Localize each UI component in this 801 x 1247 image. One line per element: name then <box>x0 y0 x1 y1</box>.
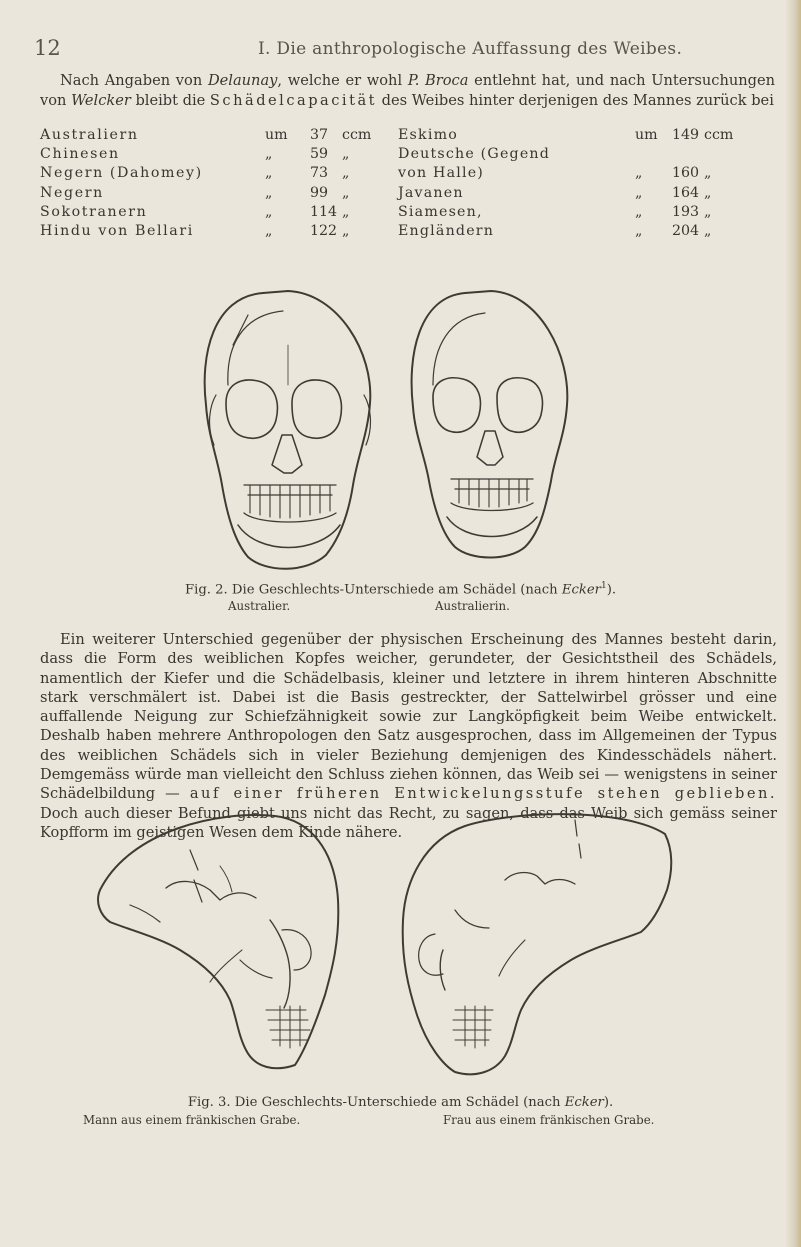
right-unit: „ <box>704 222 712 239</box>
right-value: 160 <box>672 165 700 182</box>
left-prefix: „ <box>265 203 273 220</box>
page-number: 12 <box>34 36 61 60</box>
right-unit: „ <box>704 165 712 182</box>
author-welcker: Welcker <box>71 91 131 109</box>
caption-text: ). <box>603 1095 614 1110</box>
spaced-term: Schädelcapacität <box>209 91 378 109</box>
table-row <box>40 164 775 183</box>
right-prefix: „ <box>635 165 643 182</box>
intro-paragraph <box>40 71 775 110</box>
footnote-mark: 1 <box>600 581 607 591</box>
left-prefix: „ <box>265 184 273 201</box>
figure-3-caption <box>0 1095 801 1110</box>
right-prefix: „ <box>635 184 643 201</box>
right-unit: „ <box>704 203 712 220</box>
caption-text: Fig. 2. Die Geschlechts-Unterschiede am Schädel (nach <box>184 582 562 598</box>
right-people: Eskimo <box>398 127 458 143</box>
left-unit: „ <box>342 222 350 239</box>
paragraph-text: Doch auch dieser Befund giebt uns nicht das Recht, zu sagen, dass das Weib sich gemäss seiner Kopfform im geistigen Wesen dem Kinde nähere. <box>40 804 777 841</box>
figure-2-illustration <box>188 285 588 577</box>
right-people: Engländern <box>398 222 495 239</box>
left-prefix: „ <box>265 146 273 163</box>
left-people: Negern (Dahomey) <box>40 165 203 182</box>
figure-2-label-right: Australierin. <box>435 599 510 613</box>
left-people: Negern <box>40 184 104 201</box>
intro-text: des Weibes hinter derjenigen des Mannes zurück bei <box>377 91 774 109</box>
paragraph-text: Ein weiterer Unterschied gegenüber der physischen Erscheinung des Mannes besteht darin, dass die Form des weiblichen Kopfes weicher, gerundeter, der Gesichtstheil des Schädels, namentlich der Kiefer und die Schädelbasis, kleiner und letztere in ihrem hinteren Abschnitte stark verschmälert ist. Dabei ist die Basis gestreckter, der Sattelwirbel grösser und eine auffallende Neigung zur Schiefzähnigkeit sowie zur Langköpfigkeit beim Weibe entwickelt. Deshalb haben mehrere Anthropologen den Satz ausgesprochen, dass im Allgemeinen der Typus des weiblichen Schädels sich in vieler Beziehung demjenigen des Kindesschädels nähert. Demgemäss würde man vielleicht den Schluss ziehen können, das Weib sei — wenigstens in seiner Schädelbildung — <box>40 631 777 803</box>
right-prefix: „ <box>635 203 643 220</box>
table-row <box>40 184 775 203</box>
left-value: 114 <box>310 203 338 220</box>
left-value: 99 <box>310 184 329 201</box>
intro-text: entlehnt hat, und nach Untersuchungen von <box>40 72 776 109</box>
figure-3-label-right: Frau aus einem fränkischen Grabe. <box>443 1113 655 1127</box>
right-people: Javanen <box>398 184 464 201</box>
table-row <box>40 203 775 222</box>
caption-text: Fig. 3. Die Geschlechts-Unterschiede am Schädel (nach <box>187 1095 565 1110</box>
table-row <box>40 222 775 241</box>
left-people: Hindu von Bellari <box>40 222 194 239</box>
right-prefix: um <box>635 127 658 143</box>
right-value: 149 <box>672 127 700 143</box>
page-edge <box>785 0 801 1247</box>
left-value: 37 <box>310 127 329 143</box>
right-prefix: „ <box>635 222 643 239</box>
table-row <box>40 145 775 164</box>
running-title: I. Die anthropologische Auffassung des Weibes. <box>258 39 683 59</box>
left-unit: „ <box>342 203 350 220</box>
left-people: Australiern <box>40 127 139 143</box>
figure-3-illustration <box>70 810 690 1082</box>
figure-3-label-left: Mann aus einem fränkischen Grabe. <box>83 1113 301 1127</box>
left-value: 73 <box>310 165 329 182</box>
left-unit: ccm <box>342 127 372 143</box>
right-unit: ccm <box>704 127 734 143</box>
right-value: 193 <box>672 203 700 220</box>
left-unit: „ <box>342 165 350 182</box>
left-prefix: „ <box>265 165 273 182</box>
left-people: Sokotranern <box>40 203 148 220</box>
author-broca: P. Broca <box>407 72 469 89</box>
left-value: 59 <box>310 146 329 163</box>
author-delaunay: Delaunay <box>207 72 278 89</box>
running-head <box>34 36 774 66</box>
table-row <box>40 126 775 145</box>
spaced-emphasis: auf einer früheren Entwickelungsstufe stehen geblieben. <box>189 785 777 803</box>
caption-text: ). <box>606 582 617 598</box>
left-unit: „ <box>342 184 350 201</box>
intro-text: bleibt die <box>130 91 210 109</box>
intro-text: Nach Angaben von <box>60 72 208 89</box>
right-people: Siamesen, <box>398 203 483 220</box>
left-unit: „ <box>342 146 350 163</box>
figure-2-label-left: Australier. <box>228 599 291 613</box>
skull-female-side-illustration <box>403 814 672 1074</box>
skull-male-front-illustration <box>205 291 371 569</box>
skull-male-side-illustration <box>98 815 338 1068</box>
capacity-table <box>40 126 775 241</box>
caption-author: Ecker <box>561 582 601 598</box>
left-prefix: um <box>265 127 288 143</box>
left-prefix: „ <box>265 222 273 239</box>
intro-text: , welche er wohl <box>277 72 408 89</box>
right-value: 204 <box>672 222 700 239</box>
right-people: von Halle) <box>398 165 485 182</box>
figure-2-caption <box>0 581 801 597</box>
right-value: 164 <box>672 184 700 201</box>
skull-female-front-illustration <box>412 291 568 558</box>
right-unit: „ <box>704 184 712 201</box>
left-people: Chinesen <box>40 146 120 163</box>
right-people: Deutsche (Gegend <box>398 146 551 163</box>
caption-author: Ecker <box>564 1095 604 1110</box>
left-value: 122 <box>310 222 338 239</box>
